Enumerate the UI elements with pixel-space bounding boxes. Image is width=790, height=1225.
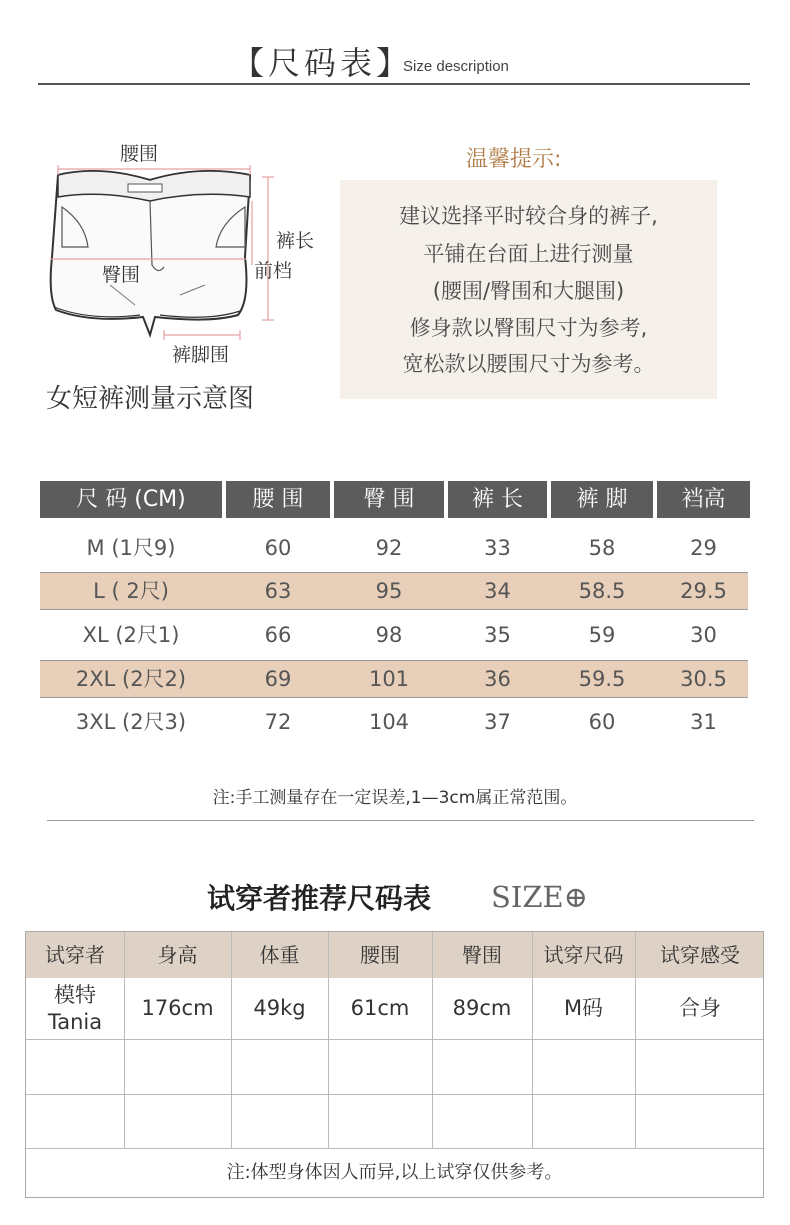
size-cell: M (1尺9) xyxy=(86,536,176,560)
shorts-measurement-diagram xyxy=(40,135,340,375)
size-header-cell: 臀 围 xyxy=(334,481,444,518)
tryon-cell: 176cm xyxy=(141,996,214,1020)
size-header-cell: 裤 脚 xyxy=(551,481,653,518)
size-cell: 29.5 xyxy=(680,579,727,603)
page-title: 【尺码表】 xyxy=(232,44,413,82)
tryon-header-cell: 试穿尺码 xyxy=(543,943,624,967)
size-cell: 3XL (2尺3) xyxy=(75,710,187,734)
size-cell: L ( 2尺) xyxy=(93,579,169,603)
size-cell: 34 xyxy=(484,579,511,603)
tryon-cell: 合身 xyxy=(679,996,721,1020)
tryon-header-cell: 臀围 xyxy=(462,943,502,967)
size-cell: 37 xyxy=(484,710,511,734)
tips-line: 建议选择平时较合身的裤子, xyxy=(399,204,658,228)
tryon-cell: 89cm xyxy=(452,996,512,1020)
tryon-header-cell: 试穿者 xyxy=(45,943,105,967)
tryon-header-cell: 腰围 xyxy=(360,943,400,967)
size-cell: 59 xyxy=(588,623,616,647)
size-row xyxy=(40,617,748,653)
size-cell: 63 xyxy=(264,579,292,603)
tryon-header-cell: 试穿感受 xyxy=(660,943,740,967)
size-cell: 60 xyxy=(264,536,292,560)
size-cell: 33 xyxy=(484,536,511,560)
size-cell: 36 xyxy=(484,667,511,691)
tryon-title: 试穿者推荐尺码表 xyxy=(207,882,432,915)
size-table-note: 注:手工测量存在一定误差,1—3cm属正常范围。 xyxy=(212,788,578,808)
size-row xyxy=(40,704,748,740)
tryon-cell: 49kg xyxy=(253,996,306,1020)
grid-line xyxy=(26,1094,763,1095)
size-cell: 69 xyxy=(264,667,292,691)
header-divider xyxy=(38,83,750,85)
size-cell: 101 xyxy=(368,667,410,691)
tips-line: (腰围/臀围和大腿围) xyxy=(432,279,625,303)
size-cell: 92 xyxy=(375,536,403,560)
size-header-cell: 尺 码 (CM) xyxy=(40,481,222,518)
size-cell: 72 xyxy=(264,710,292,734)
tryon-model-name: 模特 Tania xyxy=(47,983,103,1034)
tryon-header-cell: 体重 xyxy=(259,943,300,967)
size-cell: 58 xyxy=(588,536,616,560)
size-cell: 2XL (2尺2) xyxy=(75,667,187,691)
size-row xyxy=(40,660,748,698)
label-front-rise: 前档 xyxy=(254,260,293,282)
label-waist: 腰围 xyxy=(120,143,159,165)
tips-line: 宽松款以腰围尺寸为参考。 xyxy=(402,352,655,376)
tryon-note: 注:体型身体因人而异,以上试穿仅供参考。 xyxy=(226,1162,563,1183)
size-row xyxy=(40,572,748,610)
size-cell: 31 xyxy=(690,710,717,734)
size-cell: 30.5 xyxy=(680,667,727,691)
size-row xyxy=(40,530,748,566)
tryon-table xyxy=(25,931,764,1198)
size-cell: 60 xyxy=(588,710,616,734)
diagram-caption: 女短裤测量示意图 xyxy=(46,384,255,414)
size-cell: XL (2尺1) xyxy=(82,623,180,647)
tips-box xyxy=(340,180,717,399)
label-leg-opening: 裤脚围 xyxy=(172,344,230,366)
size-cell: 95 xyxy=(375,579,403,603)
size-cell: 29 xyxy=(690,536,717,560)
label-length: 裤长 xyxy=(276,230,315,252)
tryon-title-en: SIZE⊕ xyxy=(491,880,588,914)
tryon-header-cell: 身高 xyxy=(157,943,198,967)
size-cell: 58.5 xyxy=(578,579,626,603)
shorts-illustration xyxy=(40,135,340,375)
size-table-header xyxy=(40,481,750,518)
label-hip: 臀围 xyxy=(102,264,141,286)
page-subtitle: Size description xyxy=(403,58,509,75)
tips-line: 修身款以臀围尺寸为参考, xyxy=(409,316,648,340)
size-cell: 66 xyxy=(264,623,292,647)
grid-line xyxy=(26,1039,763,1040)
size-cell: 98 xyxy=(375,623,403,647)
size-header-cell: 腰 围 xyxy=(226,481,330,518)
tips-line: 平铺在台面上进行测量 xyxy=(423,242,634,266)
size-cell: 35 xyxy=(484,623,511,647)
tips-title: 温馨提示: xyxy=(466,147,562,172)
size-header-cell: 裤 长 xyxy=(448,481,547,518)
size-header-cell: 裆高 xyxy=(657,481,750,518)
size-cell: 59.5 xyxy=(578,667,626,691)
section-divider xyxy=(47,820,754,821)
size-cell: 30 xyxy=(690,623,717,647)
size-cell: 104 xyxy=(368,710,410,734)
tryon-cell: 61cm xyxy=(350,996,410,1020)
tryon-cell: M码 xyxy=(563,996,604,1020)
